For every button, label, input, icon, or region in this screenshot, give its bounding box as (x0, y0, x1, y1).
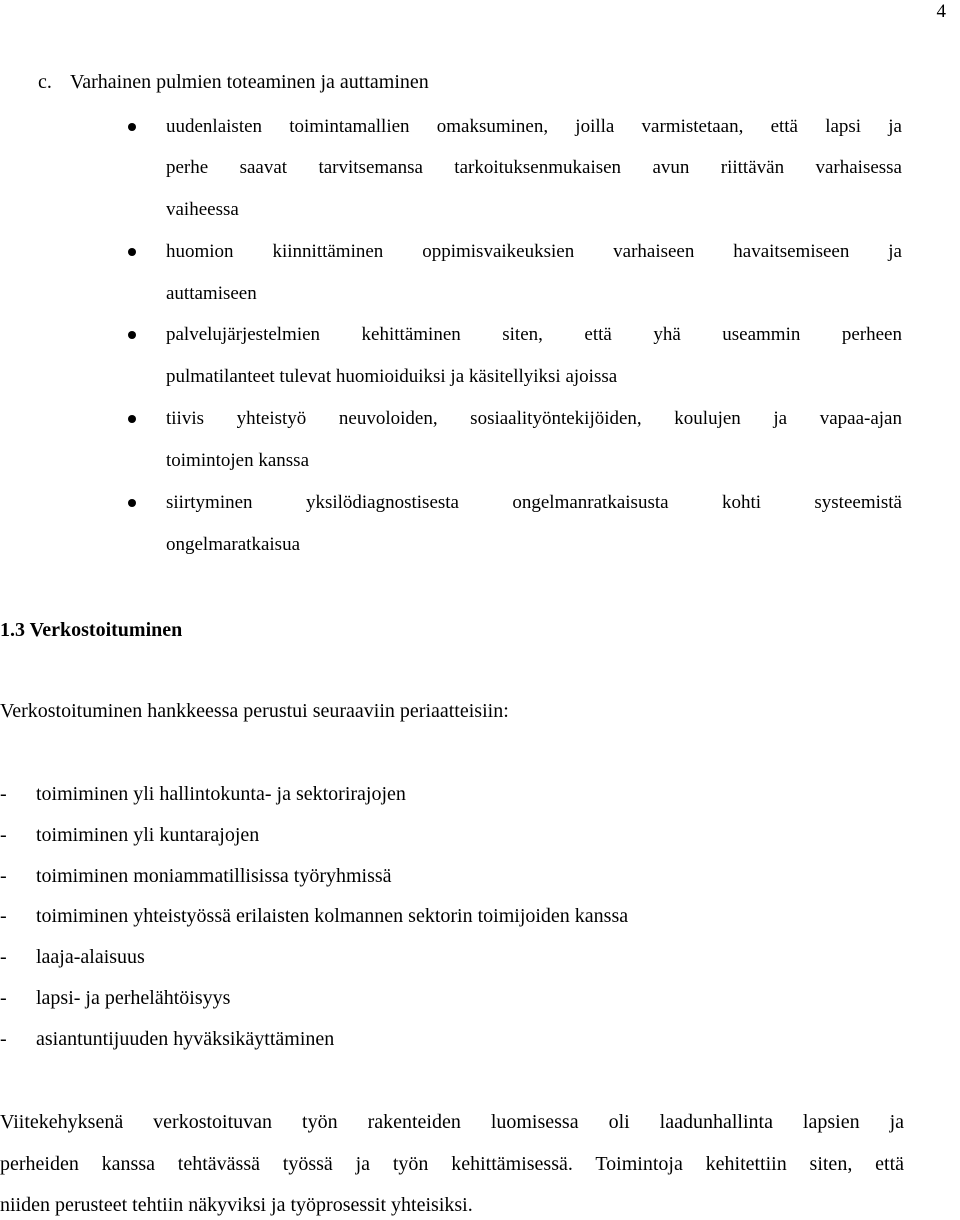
dash-marker: - (0, 946, 7, 968)
list-item (0, 904, 628, 928)
list-item-line: uudenlaisten toimintamallien omaksuminen, joilla varmistetaan, että lapsi ja (166, 116, 902, 137)
dash-marker: - (0, 987, 7, 1009)
dash-marker: - (0, 824, 7, 846)
list-item-text: toimiminen yli hallintokunta- ja sektorirajojen (36, 783, 406, 805)
list-item-text: asiantuntijuuden hyväksikäyttäminen (36, 1028, 335, 1050)
paragraph-line: Viitekehyksenä verkostoituvan työn rakenteiden luomisessa oli laadunhallinta lapsien ja (0, 1111, 904, 1133)
list-item-text: toimiminen yhteistyössä erilaisten kolmannen sektorin toimijoiden kanssa (36, 905, 629, 927)
list-item-text: toimiminen yli kuntarajojen (36, 824, 260, 846)
paragraph-line: niiden perusteet tehtiin näkyviksi ja työprosessit yhteisiksi. (0, 1194, 473, 1216)
bullet-icon (128, 331, 136, 339)
list-item-line: ongelmaratkaisua (166, 534, 301, 555)
paragraph-line: perheiden kanssa tehtävässä työssä ja työn kehittämisessä. Toimintoja kehitettiin siten, että (0, 1153, 904, 1175)
bullet-icon (128, 123, 136, 131)
list-item (0, 1027, 334, 1051)
list-item (0, 782, 406, 806)
list-item-line: palvelujärjestelmien kehittäminen siten, että yhä useammin perheen (166, 324, 902, 345)
list-item-line: siirtyminen yksilödiagnostisesta ongelmanratkaisusta kohti systeemistä (166, 492, 902, 513)
list-item-line: tiivis yhteistyö neuvoloiden, sosiaalityöntekijöiden, koulujen ja vapaa-ajan (166, 408, 902, 429)
list-item-text: laaja-alaisuus (36, 946, 145, 968)
subsection-title: Varhainen pulmien toteaminen ja auttaminen (70, 71, 429, 93)
list-item-text: lapsi- ja perhelähtöisyys (36, 987, 231, 1009)
list-item (0, 945, 145, 969)
list-item (0, 986, 230, 1010)
section-intro: Verkostoituminen hankkeessa perustui seuraaviin periaatteisiin: (0, 700, 509, 722)
list-item-line: perhe saavat tarvitsemansa tarkoituksenmukaisen avun riittävän varhaisessa (166, 157, 902, 178)
subsection-letter: c. (38, 71, 52, 93)
section-heading: 1.3 Verkostoituminen (0, 619, 183, 641)
bullet-icon (128, 499, 136, 507)
list-item (0, 823, 259, 847)
bullet-icon (128, 248, 136, 256)
list-item-line: pulmatilanteet tulevat huomioiduiksi ja käsitellyiksi ajoissa (166, 366, 618, 387)
subsection-heading (38, 70, 429, 94)
bullet-icon (128, 415, 136, 423)
list-item-text: toimiminen moniammatillisissa työryhmissä (36, 865, 392, 887)
page-number: 4 (936, 1, 946, 22)
dash-marker: - (0, 865, 7, 887)
dash-marker: - (0, 1028, 7, 1050)
dash-marker: - (0, 905, 7, 927)
list-item-line: auttamiseen (166, 283, 257, 304)
dash-marker: - (0, 783, 7, 805)
list-item-line: toimintojen kanssa (166, 450, 310, 471)
list-item-line: huomion kiinnittäminen oppimisvaikeuksien varhaiseen havaitsemiseen ja (166, 241, 902, 262)
list-item (0, 864, 392, 888)
list-item-line: vaiheessa (166, 199, 239, 220)
